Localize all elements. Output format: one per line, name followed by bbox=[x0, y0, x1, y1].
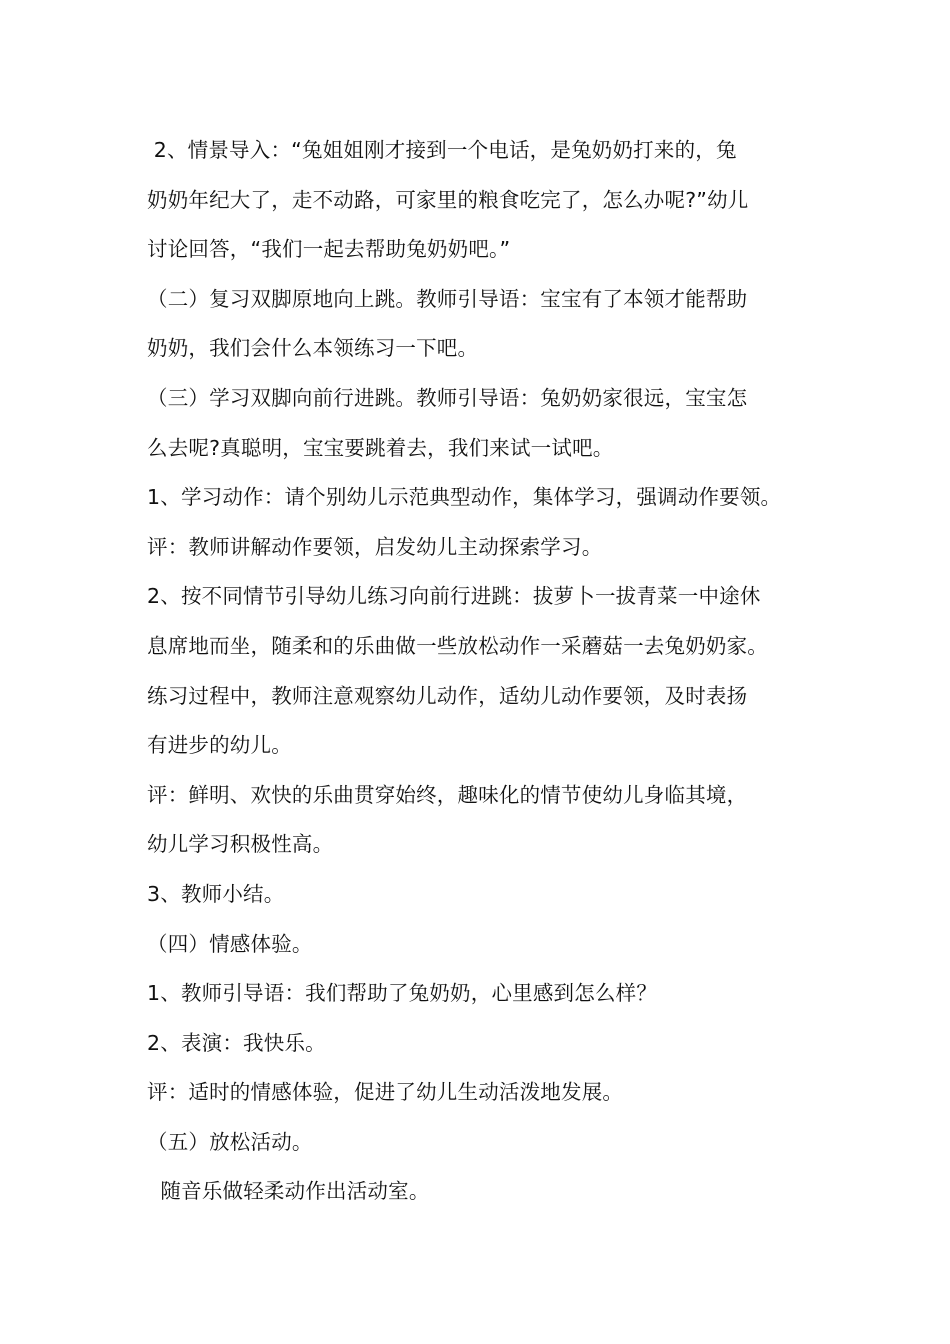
text-line: 练习过程中，教师注意观察幼儿动作，适幼儿动作要领，及时表扬 bbox=[147, 683, 748, 708]
text-line: 2、表演：我快乐。 bbox=[147, 1030, 326, 1055]
text-line: （二）复习双脚原地向上跳。教师引导语：宝宝有了本领才能帮助 bbox=[147, 286, 748, 311]
text-line: 评：鲜明、欢快的乐曲贯穿始终，趣味化的情节使幼儿身临其境， bbox=[147, 782, 748, 807]
text-line: 1、学习动作：请个别幼儿示范典型动作，集体学习，强调动作要领。 bbox=[147, 485, 782, 510]
text-line: （三）学习双脚向前行进跳。教师引导语：兔奶奶家很远，宝宝怎 bbox=[147, 385, 748, 410]
text-line: 奶奶，我们会什么本领练习一下吧。 bbox=[147, 336, 479, 361]
text-line: 评：教师讲解动作要领，启发幼儿主动探索学习。 bbox=[147, 534, 603, 559]
text-line: 么去呢?真聪明，宝宝要跳着去，我们来试一试吧。 bbox=[147, 435, 614, 460]
document-body bbox=[147, 126, 827, 1217]
text-line: 有进步的幼儿。 bbox=[147, 733, 292, 758]
text-line: 幼儿学习积极性高。 bbox=[147, 832, 334, 857]
text-line: 1、教师引导语：我们帮助了兔奶奶，心里感到怎么样？ bbox=[147, 981, 658, 1006]
text-line: （四）情感体验。 bbox=[147, 931, 313, 956]
text-line: 息席地而坐，随柔和的乐曲做一些放松动作一采蘑菇一去兔奶奶家。 bbox=[147, 633, 768, 658]
text-line: （五）放松活动。 bbox=[147, 1129, 313, 1154]
text-line: 2、情景导入：“兔姐姐刚才接到一个电话，是兔奶奶打来的，兔 bbox=[147, 138, 737, 162]
text-line: 2、按不同情节引导幼儿练习向前行进跳：拔萝卜一拔青菜一中途休 bbox=[147, 584, 761, 609]
text-line: 评：适时的情感体验，促进了幼儿生动活泼地发展。 bbox=[147, 1080, 624, 1105]
text-line: 3、教师小结。 bbox=[147, 881, 285, 906]
text-line: 奶奶年纪大了，走不动路，可家里的粮食吃完了，怎么办呢?”幼儿 bbox=[147, 187, 749, 212]
text-line: 讨论回答，“我们一起去帮助兔奶奶吧。” bbox=[147, 237, 511, 262]
text-line: 随音乐做轻柔动作出活动室。 bbox=[147, 1179, 430, 1204]
